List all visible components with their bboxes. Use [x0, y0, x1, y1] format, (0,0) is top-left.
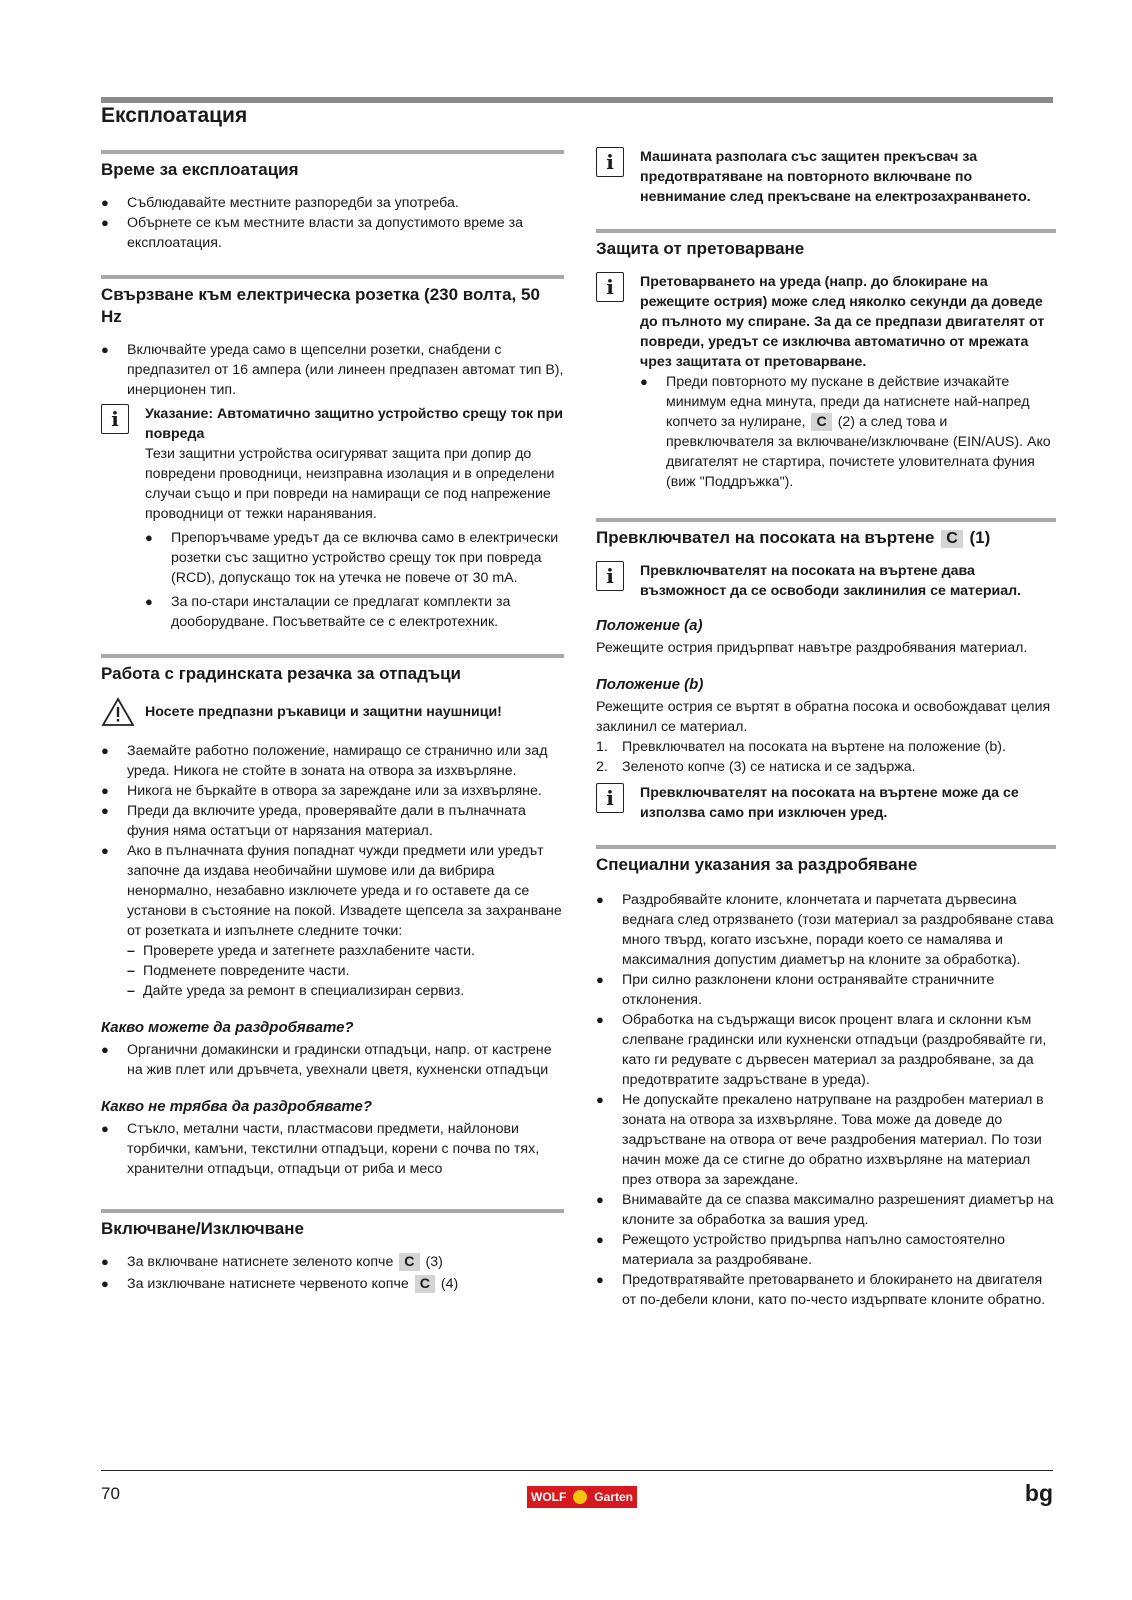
logo-text-right: Garten	[594, 1490, 633, 1504]
note-body	[640, 272, 1056, 492]
key-label: C	[811, 413, 831, 431]
section-operating-time	[101, 150, 564, 253]
language-code: bg	[1024, 1480, 1053, 1506]
info-note	[101, 404, 564, 632]
bullet-list	[145, 528, 564, 632]
list-item: ● Препоръчваме уредът да се включва само в електрически розетки със защитно устройство срещу ток при повреда (RCD), допускащо ток на утечка не повече от 30 mA.	[145, 528, 564, 588]
list-item-text: Преди повторното му пускане в действие изчакайте минимум една минута, преди да натиснете най-напред копчето за нулиране,	[666, 374, 1030, 430]
section-rotation-switch	[596, 518, 1056, 823]
list-item: ● Обърнете се към местните власти за допустимото време за експлоатация.	[101, 213, 564, 253]
list-item	[640, 372, 1056, 492]
left-column	[101, 150, 564, 1316]
key-label: C	[415, 1275, 435, 1293]
right-column	[596, 143, 1056, 1332]
fox-icon	[573, 1490, 587, 1504]
bullet-list	[101, 741, 564, 1001]
note-body	[640, 783, 1056, 823]
note-body	[145, 404, 564, 632]
ref-number: (1)	[969, 528, 991, 547]
warning-note	[101, 697, 564, 727]
ref-number: (4)	[440, 1276, 459, 1292]
section-title: Специални указания за раздробяване	[596, 845, 1056, 876]
bullet-list	[101, 340, 564, 400]
info-note	[596, 561, 1056, 601]
list-item: ● Не допускайте прекалено натрупване на раздробен материал в зоната на отвора за изхвърляне. Това може да доведе до задръстване на отвора от вече раздробения материал. По този начин може да се стигне до обратно изхвърляне на материал през отвора за зареждане.	[596, 1090, 1056, 1190]
ref-number: (3)	[425, 1254, 443, 1270]
list-item: ● Внимавайте да се спазва максимално разрешеният диаметър на клоните за обработка за вашия уред.	[596, 1190, 1056, 1230]
section-power-connection	[101, 275, 564, 632]
note-heading: Указание: Автоматично защитно устройство срещу ток при повреда	[145, 406, 564, 442]
info-note	[596, 147, 1056, 207]
list-item	[596, 757, 1056, 777]
section-shredding-tips	[596, 845, 1056, 1310]
note-text: Превключвателят на посоката на въртене дава възможност да се освободи заклинилия се материал.	[640, 563, 1022, 599]
list-item	[101, 1274, 564, 1294]
subheading: Какво можете да раздробявате?	[101, 1019, 354, 1036]
section-overload-protection	[596, 229, 1056, 492]
list-item	[101, 1252, 564, 1272]
section-title-text: Превключвател на посоката на въртене	[596, 528, 935, 547]
info-note	[596, 272, 1056, 492]
info-icon: i	[596, 272, 624, 302]
top-rule	[101, 97, 1053, 103]
bullet-list	[101, 1119, 564, 1179]
list-item: ● Органични домакински и градински отпадъци, напр. от кастрене на жив плет или дръвчета, увехнали цветя, кухненски отпадъци	[101, 1040, 564, 1080]
list-item-text: За включване натиснете зеленото копче	[127, 1254, 394, 1270]
numbered-list	[596, 737, 1056, 777]
list-item: ● Заемайте работно положение, намиращо се странично или зад уреда. Никога не стойте в зоната на отвора за изхвърляне.	[101, 741, 564, 781]
section-working-with-shredder	[101, 654, 564, 1179]
page-title: Експлоатация	[101, 104, 248, 127]
bullet-list	[101, 1040, 564, 1080]
info-icon: i	[596, 147, 624, 177]
list-item	[596, 737, 1056, 757]
dash-item: – Дайте уреда за ремонт в специализиран сервиз.	[127, 981, 564, 1001]
dash-list	[127, 941, 564, 1001]
note-text: Тези защитни устройства осигуряват защита при допир до повредени проводници, неизправна изолация и в определени случаи също и при повреди на намиращи се под напрежение проводници от тежки наранявания.	[145, 446, 555, 522]
note-text: Машината разполага със защитен прекъсвач за предотвратяване на повторното включване по невнимание след прекъсване на електрозахранването.	[640, 149, 1031, 205]
info-icon: i	[101, 404, 129, 434]
step-number: 1.	[596, 739, 608, 755]
warning-triangle-icon	[101, 697, 135, 727]
section-title: Включване/Изключване	[101, 1209, 564, 1240]
bullet-list	[596, 890, 1056, 1310]
paragraph: Режещите острия придърпват навътре раздробявания материал.	[596, 640, 1028, 656]
key-label: C	[941, 530, 963, 548]
info-icon: i	[596, 783, 624, 813]
note-body	[640, 561, 1056, 601]
list-item: ● Включвайте уреда само в щепселни розетки, снабдени с предпазител от 16 ампера (или линеен предпазен автомат тип B), инерционен тип.	[101, 340, 564, 400]
bullet-list	[640, 372, 1056, 492]
note-text: Претоварването на уреда (напр. до блокиране на режещите острия) може след няколко секунди да доведе до пълното му спиране. За да се предпази двигателят от повреди, уредът се изключва автоматично от мрежата чрез защитата от претоварване.	[640, 274, 1045, 370]
list-item-text: Превключвател на посоката на въртене на положение (b).	[622, 739, 1006, 755]
bullet-list	[101, 193, 564, 253]
footer-rule	[101, 1470, 1053, 1471]
warning-text: Носете предпазни ръкавици и защитни наушници!	[145, 704, 502, 720]
list-item: ● Стъкло, метални части, пластмасови предмети, найлонови торбички, камъни, текстилни отпадъци, корени с почва по тях, хранителни отпадъци, отпадъци от риба и месо	[101, 1119, 564, 1179]
list-item: ● Обработка на съдържащи висок процент влага и склонни към слепване градински или кухненски отпадъци (раздробявайте ги, като ги редувате с дървесен материал за раздробяване, за да предотвратите задръстване в уреда).	[596, 1010, 1056, 1090]
dash-item: – Подменете повредените части.	[127, 961, 564, 981]
section-on-off	[101, 1209, 564, 1294]
logo-text-left: WOLF	[531, 1490, 567, 1504]
list-item-text: Зеленото копче (3) се натиска и се задържа.	[622, 759, 916, 775]
section-title: Защита от претоварване	[596, 229, 1056, 260]
list-item: ● Никога не бъркайте в отвора за зареждане или за изхвърляне.	[101, 781, 564, 801]
subheading: Положение (b)	[596, 676, 704, 693]
info-note	[596, 783, 1056, 823]
section-title: Време за експлоатация	[101, 150, 564, 181]
brand-logo	[527, 1486, 637, 1508]
subheading: Положение (a)	[596, 617, 703, 634]
list-item-text: Ако в пълначната фуния попаднат чужди предмети или уредът започне да издава необичайни шумове или да вибрира ненормално, незабавно изключете уреда и го оставете да се установи в състояние на покой. Извадете щепсела за захранване от розетката и изпълнете следните точки:	[127, 843, 562, 939]
list-item-text: За изключване натиснете червеното копче	[127, 1276, 409, 1292]
list-item-text: (2) а след това и превключвателя за включване/изключване (EIN/AUS). Ако двигателят не стартира, почистете уловителната фуния (виж "Поддръжка").	[666, 414, 1051, 490]
page-number: 70	[101, 1484, 120, 1503]
list-item: ● За по-стари инсталации се предлагат комплекти за дооборудване. Посъветвайте се с електротехник.	[145, 592, 564, 632]
section-title: Свързване към електрическа розетка (230 волта, 50 Hz	[101, 275, 564, 328]
section-title: Работа с градинската резачка за отпадъци	[101, 654, 564, 685]
list-item: ● Раздробявайте клоните, клончетата и парчетата дървесина веднага след отрязването (този материал за раздробяване става много твърд, когато изсъхне, поради което се намалява и максималния допустим диаметър на клоните за обработка).	[596, 890, 1056, 970]
dash-item: – Проверете уреда и затегнете разхлабените части.	[127, 941, 564, 961]
info-icon: i	[596, 561, 624, 591]
list-item: ● Преди да включите уреда, проверявайте дали в пълначната фуния няма остатъци от нарязания материал.	[101, 801, 564, 841]
list-item: ● Предотвратявайте претоварването и блокирането на двигателя от по-дебели клони, като по-често издърпвате клоните обратно.	[596, 1270, 1056, 1310]
step-number: 2.	[596, 759, 608, 775]
list-item: ● Режещото устройство придърпва напълно самостоятелно материала за раздробяване.	[596, 1230, 1056, 1270]
section-title	[596, 518, 1056, 549]
note-text: Превключвателят на посоката на въртене може да се използва само при изключен уред.	[640, 785, 1019, 821]
key-label: C	[399, 1253, 419, 1271]
list-item: ● Съблюдавайте местните разпоредби за употреба.	[101, 193, 564, 213]
list-item: ● При силно разклонени клони остранявайте страничните отклонения.	[596, 970, 1056, 1010]
note-body	[640, 147, 1056, 207]
paragraph: Режещите острия се въртят в обратна посока и освобождават целия заклинил се материал.	[596, 699, 1051, 735]
list-item	[101, 841, 564, 1001]
bullet-list	[101, 1252, 564, 1294]
subheading: Какво не трябва да раздробявате?	[101, 1098, 373, 1115]
